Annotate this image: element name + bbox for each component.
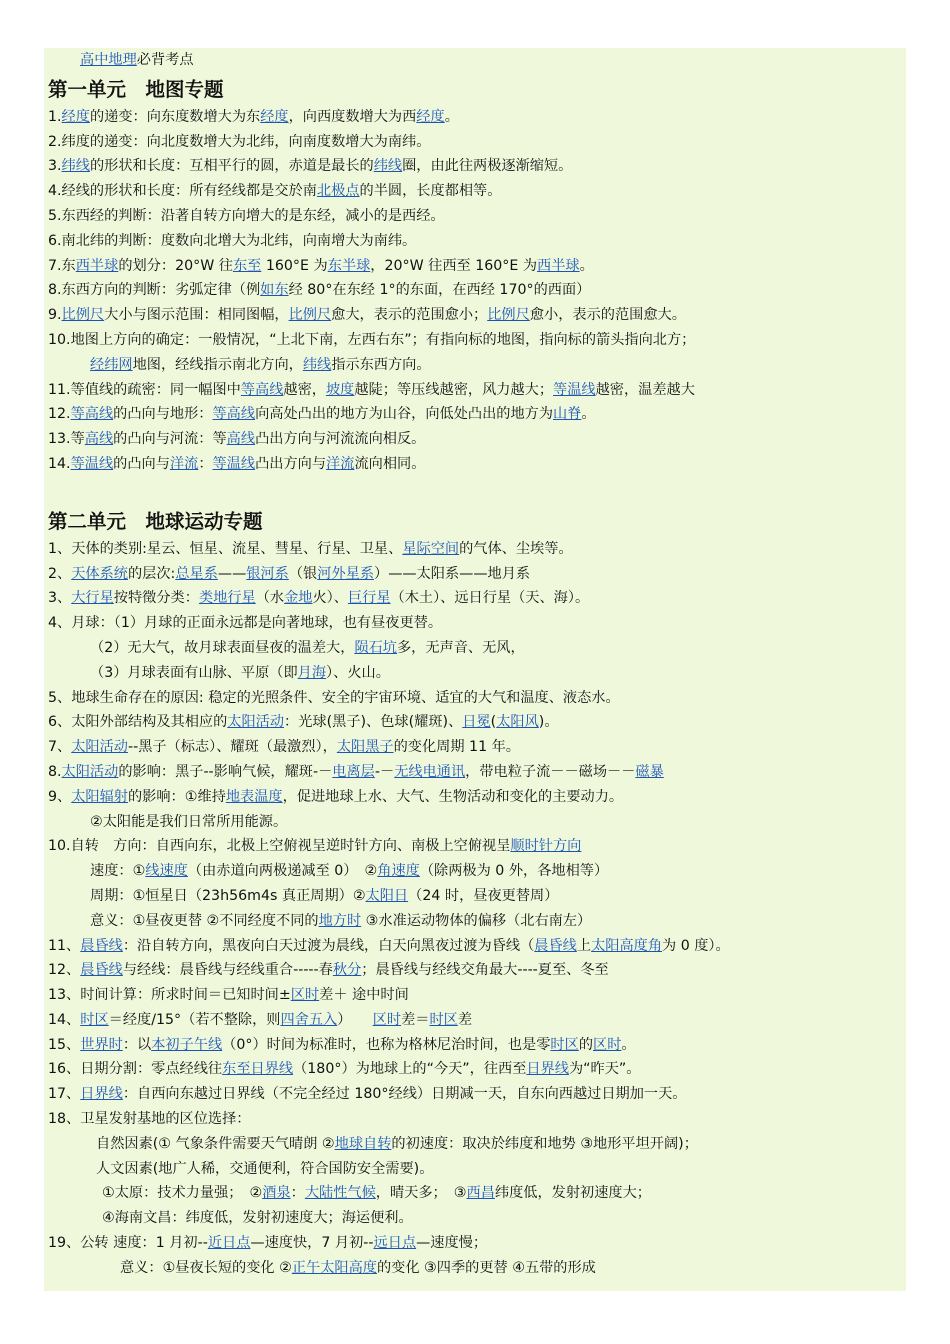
text-segment: 的变化周期 11 年。 <box>393 739 520 756</box>
text-line <box>48 537 902 562</box>
term-link[interactable]: 等高线 <box>212 406 256 423</box>
text-segment: 11.等值线的疏密：同一幅图中 <box>48 381 241 398</box>
text-segment: ( <box>490 714 497 731</box>
text-line <box>48 934 902 959</box>
text-segment: 上 <box>576 937 592 954</box>
text-segment: 10.自转 方向：自西向东，北极上空俯视呈逆时针方向、南极上空俯视呈 <box>48 838 511 855</box>
term-link[interactable]: 经纬网 <box>90 356 133 373</box>
text-line <box>48 328 902 353</box>
text-line <box>48 909 902 934</box>
text-line <box>48 760 902 785</box>
text-segment: 愈大，表示的范围愈小； <box>331 307 488 324</box>
term-link[interactable]: 太阳活动 <box>227 714 285 731</box>
text-segment: 15、 <box>48 1036 81 1053</box>
term-link[interactable]: 类地行星 <box>198 590 256 607</box>
term-link[interactable]: 区时 <box>593 1036 622 1053</box>
term-link[interactable]: 洋流 <box>169 455 199 472</box>
text-segment: ：自西向东越过日界线（不完全经过 180°经线）日期减一天，自东向西越过日期加一天。 <box>122 1086 687 1103</box>
term-link[interactable]: 太阳风 <box>496 714 539 731</box>
text-line <box>48 303 902 328</box>
term-link[interactable]: 洋流 <box>326 455 355 472</box>
text-segment: —速度慢； <box>416 1235 488 1252</box>
text-segment: ： <box>290 1185 305 1202</box>
text-segment: ，带电粒子流－－磁场－－ <box>465 763 636 780</box>
text-line <box>48 661 902 686</box>
text-segment: 7.东 <box>48 257 76 274</box>
text-segment: 。 <box>621 1036 636 1053</box>
text-line <box>48 254 902 279</box>
term-link[interactable]: 时区 <box>429 1011 458 1028</box>
text-segment: 差＝ <box>401 1011 430 1028</box>
text-segment: 圈，由此往两极逐渐缩短。 <box>402 158 573 175</box>
text-segment: 速度：① <box>90 863 146 880</box>
term-link[interactable]: 陨石坑 <box>354 639 397 656</box>
text-segment: 的凸向与河流：等 <box>113 431 227 448</box>
text-segment: （3）月球表面有山脉、平原（即 <box>90 664 298 681</box>
text-line <box>48 179 902 204</box>
text-segment: 10.地图上方向的确定：一般情况，“上北下南，左西右东”；有指向标的地图，指向标的箭头指向北方； <box>48 331 696 348</box>
text-segment: 纬度低，发射初速度大； <box>494 1185 651 1202</box>
term-link[interactable]: 东至日界线 <box>222 1061 294 1078</box>
text-line <box>48 427 902 452</box>
term-link[interactable]: 经度 <box>416 108 445 125</box>
text-segment: 5.东西经的判断：沿著自转方向增大的是东经，减小的是西经。 <box>48 207 445 224</box>
text-segment: （2）无大气，故月球表面昼夜的温差大， <box>90 639 355 656</box>
term-link[interactable]: 银河系 <box>246 565 289 582</box>
text-segment: 愈小，表示的范围愈大。 <box>529 307 686 324</box>
text-segment: 的凸向与 <box>113 455 170 472</box>
term-link[interactable]: 太阳日 <box>365 887 409 904</box>
text-segment: 11、 <box>48 937 81 954</box>
text-segment: 多，无声音、无风， <box>396 639 525 656</box>
term-link[interactable]: 电离层 <box>332 763 375 780</box>
term-link[interactable]: 日界线 <box>526 1061 569 1078</box>
text-segment: 流向相同。 <box>354 455 426 472</box>
text-segment: 人文因素(地广人稀，交通便利，符合国防安全需要)。 <box>96 1160 434 1177</box>
text-segment: ，晴天多； ③ <box>375 1185 467 1202</box>
text-line <box>48 353 902 378</box>
term-link[interactable]: 比例尺 <box>487 307 530 324</box>
text-segment: ①太原：技术力量强； ② <box>102 1185 263 1202</box>
text-segment: （除两极为 0 外，各地相等） <box>419 863 609 880</box>
term-link[interactable]: 太阳活动 <box>61 763 119 780</box>
text-segment: 6.南北纬的判断：度数向北增大为北纬，向南增大为南纬。 <box>48 232 417 249</box>
text-line <box>48 402 902 427</box>
term-link[interactable]: 晨昏线 <box>80 937 123 954</box>
term-link[interactable]: 四舍五入 <box>280 1011 338 1028</box>
text-segment: )。 <box>538 714 559 731</box>
text-segment: 2.纬度的递变：向北度数增大为北纬，向南度数增大为南纬。 <box>48 133 431 150</box>
text-segment: ）——太阳系——地月系 <box>374 565 531 582</box>
text-segment: —速度快，7 月初-- <box>250 1235 374 1252</box>
text-segment: 7、 <box>48 739 72 756</box>
text-segment: （24 时，昼夜更替周） <box>408 887 559 904</box>
text-segment: ：光球(黑子)、色球(耀斑)、 <box>284 714 463 731</box>
text-segment: ：沿自转方向，黑夜向白天过渡为晨线，白天向黑夜过渡为昏线（ <box>122 937 535 954</box>
text-segment: 9、 <box>48 788 72 805</box>
document-page <box>44 48 906 1291</box>
text-line <box>48 48 902 73</box>
text-segment: ，向西度数增大为西 <box>288 108 417 125</box>
term-link[interactable]: 正午太阳高度 <box>291 1259 377 1276</box>
text-line <box>48 1256 902 1281</box>
term-link[interactable]: 北极点 <box>316 183 360 200</box>
term-link[interactable]: 大陆性气候 <box>304 1185 376 1202</box>
text-line <box>48 452 902 477</box>
term-link[interactable]: 近日点 <box>207 1235 251 1252</box>
text-line <box>48 1008 902 1033</box>
term-link[interactable]: 日界线 <box>80 1086 123 1103</box>
text-segment: 的形状和长度：互相平行的圆，赤道是最长的 <box>89 158 374 175</box>
text-line <box>48 1082 902 1107</box>
term-link[interactable]: 河外星系 <box>317 565 375 582</box>
text-line <box>48 378 902 403</box>
text-segment: ；晨昏线与经线交角最大----夏至、冬至 <box>361 962 609 979</box>
text-segment: 越密，温差越大 <box>595 381 695 398</box>
text-segment: 为“昨天”。 <box>568 1061 641 1078</box>
text-segment: 凸出方向与 <box>255 455 327 472</box>
text-segment: 3、 <box>48 590 72 607</box>
term-link[interactable]: 经度 <box>260 108 289 125</box>
term-link[interactable]: 顺时针方向 <box>510 838 582 855</box>
text-segment: ） <box>337 1011 373 1028</box>
text-line <box>48 884 902 909</box>
text-line <box>48 1107 902 1132</box>
term-link[interactable]: 太阳高度角 <box>591 937 663 954</box>
term-link[interactable]: 如东 <box>260 282 289 299</box>
text-segment: 必背考点 <box>136 52 194 68</box>
text-segment: 。 <box>444 108 459 125</box>
term-link[interactable]: 时区 <box>550 1036 579 1053</box>
text-line <box>48 1057 902 1082</box>
text-line <box>48 105 902 130</box>
text-segment: 火）、 <box>312 590 348 607</box>
term-link[interactable]: 地方时 <box>318 912 362 929</box>
term-link[interactable]: 比例尺 <box>288 307 332 324</box>
text-line <box>48 785 902 810</box>
text-line <box>48 686 902 711</box>
term-link[interactable]: 坡度 <box>325 381 355 398</box>
text-segment: （由赤道向两极递减至 0） ② <box>187 863 378 880</box>
term-link[interactable]: 高中地理 <box>80 52 137 68</box>
term-link[interactable]: 太阳黑子 <box>336 739 394 756</box>
text-segment: 的半圆，长度都相等。 <box>359 183 502 200</box>
term-link[interactable]: 大行星 <box>71 590 114 607</box>
text-segment: 19、公转 速度：1 月初-- <box>48 1235 208 1252</box>
text-segment: 5、地球生命存在的原因: 稳定的光照条件、安全的宇宙环境、适宜的大气和温度、液态水。 <box>48 689 620 706</box>
text-segment: 的层次: <box>127 565 176 582</box>
term-link[interactable]: 总星系 <box>175 565 218 582</box>
text-segment: 的递变：向东度数增大为东 <box>89 108 261 125</box>
text-segment: 的影响：①维持 <box>127 788 226 805</box>
text-line <box>48 586 902 611</box>
text-segment: 指示东西方向。 <box>331 356 431 373</box>
text-segment: （银 <box>288 565 318 582</box>
text-line <box>48 204 902 229</box>
term-link[interactable]: 高线 <box>84 431 114 448</box>
term-link[interactable]: 金地 <box>284 590 313 607</box>
term-link[interactable]: 磁暴 <box>635 763 664 780</box>
text-line <box>48 229 902 254</box>
text-segment: 。 <box>581 406 596 423</box>
text-segment: 的凸向与地形： <box>113 406 213 423</box>
term-link[interactable]: 月海 <box>297 664 327 681</box>
term-link[interactable]: 酒泉 <box>262 1185 291 1202</box>
term-link[interactable]: 区时 <box>290 987 320 1004</box>
text-segment: 1. <box>48 108 62 125</box>
text-segment: ，20°W 往西至 160°E 为 <box>370 257 538 274</box>
section-heading <box>48 75 902 105</box>
term-link[interactable]: 东半球 <box>327 257 371 274</box>
term-link[interactable]: 比例尺 <box>61 307 105 324</box>
text-segment: ③水准运动物体的偏移（北右南左） <box>361 912 592 929</box>
term-link[interactable]: 远日点 <box>373 1235 417 1252</box>
term-link[interactable]: 西半球 <box>75 257 119 274</box>
text-segment: 向高处凸出的地方为山谷，向低处凸出的地方为 <box>255 406 554 423</box>
term-link[interactable]: 经度 <box>61 108 90 125</box>
text-line <box>48 611 902 636</box>
text-segment: 第二单元 地球运动专题 <box>48 509 263 533</box>
text-line <box>48 562 902 587</box>
term-link[interactable]: 等温线 <box>212 455 256 472</box>
text-segment: 14、 <box>48 1011 81 1028</box>
term-link[interactable]: 山脊 <box>553 406 582 423</box>
text-segment: 12、 <box>48 962 81 979</box>
text-segment: （木土）、远日行星（天、海）。 <box>390 590 590 607</box>
term-link[interactable]: 秋分 <box>332 962 362 979</box>
text-segment: （水 <box>255 590 285 607</box>
text-segment: 12. <box>48 406 71 423</box>
text-line <box>48 1231 902 1256</box>
term-link[interactable]: 时区 <box>80 1011 109 1028</box>
term-link[interactable]: 西昌 <box>466 1185 495 1202</box>
term-link[interactable]: 太阳辐射 <box>71 788 128 805</box>
term-link[interactable]: 等温线 <box>70 455 114 472</box>
text-segment: 地图，经线指示南北方向， <box>132 356 303 373</box>
document-body <box>44 48 906 1281</box>
text-segment: 的初速度：取决於纬度和地势 ③地形平坦开阔)； <box>391 1135 698 1152</box>
text-line <box>48 958 902 983</box>
term-link[interactable]: 区时 <box>372 1011 402 1028</box>
text-segment: 。 <box>579 257 594 274</box>
text-segment: （180°）为地球上的“今天”，往西至 <box>293 1061 527 1078</box>
term-link[interactable]: 无线电通讯 <box>394 763 466 780</box>
text-segment: 1、天体的类别:星云、恒星、流星、彗星、行星、卫星、 <box>48 540 403 557</box>
text-segment: 第一单元 地图专题 <box>48 77 224 101</box>
text-segment: 凸出方向与河流流向相反。 <box>255 431 426 448</box>
text-segment: ：以 <box>122 1036 152 1053</box>
text-segment: 14. <box>48 455 71 472</box>
text-segment: 13.等 <box>48 431 85 448</box>
text-segment: 自然因素(① 气象条件需要天气晴朗 ② <box>96 1135 335 1152</box>
term-link[interactable]: 角速度 <box>377 863 420 880</box>
text-segment: 16、日期分割：零点经线往 <box>48 1061 223 1078</box>
text-line <box>48 278 902 303</box>
text-segment: 越陡；等压线越密，风力越大； <box>354 381 554 398</box>
text-segment: 3. <box>48 158 62 175</box>
term-link[interactable]: 等高线 <box>240 381 284 398</box>
text-segment: 越密， <box>283 381 326 398</box>
section-heading <box>48 507 902 537</box>
text-line <box>48 1033 902 1058</box>
text-line <box>48 1206 902 1231</box>
text-line <box>48 983 902 1008</box>
text-segment: 4.经线的形状和长度：所有经线都是交於南 <box>48 183 317 200</box>
term-link[interactable]: 纬线 <box>373 158 403 175</box>
text-segment: --黑子（标志）、耀斑（最激烈）， <box>127 739 337 756</box>
text-line <box>48 834 902 859</box>
text-segment: 意义：①昼夜长短的变化 ② <box>120 1259 292 1276</box>
term-link[interactable]: 纬线 <box>61 158 90 175</box>
text-segment: 13、时间计算：所求时间＝已知时间± <box>48 987 291 1004</box>
term-link[interactable]: 地球自转 <box>334 1135 392 1152</box>
term-link[interactable]: 天体系统 <box>71 565 128 582</box>
text-segment: 160°E 为 <box>261 257 328 274</box>
text-segment: ，促进地球上水、大气、生物活动和变化的主要动力。 <box>282 788 624 805</box>
term-link[interactable]: 线速度 <box>145 863 188 880</box>
term-link[interactable]: 太阳活动 <box>71 739 128 756</box>
text-segment: 周期：①恒星日（23h56m4s 真正周期）② <box>90 887 366 904</box>
text-segment: 8. <box>48 763 62 780</box>
term-link[interactable]: 星际空间 <box>402 540 460 557</box>
text-segment: 的变化 ③四季的更替 ④五带的形成 <box>376 1259 596 1276</box>
term-link[interactable]: 世界时 <box>80 1036 123 1053</box>
term-link[interactable]: 高线 <box>226 431 256 448</box>
term-link[interactable]: 东至 <box>232 257 262 274</box>
text-segment: -－ <box>374 763 395 780</box>
term-link[interactable]: 地表温度 <box>225 788 283 805</box>
term-link[interactable]: 等温线 <box>553 381 596 398</box>
term-link[interactable]: 纬线 <box>302 356 332 373</box>
text-line <box>48 636 902 661</box>
term-link[interactable]: 西半球 <box>537 257 580 274</box>
text-segment: 差 <box>457 1011 473 1028</box>
text-segment: ）、火山。 <box>326 664 390 681</box>
text-segment: —— <box>217 565 247 582</box>
text-segment: 4、月球：（1）月球的正面永远都是向著地球，也有昼夜更替。 <box>48 615 443 632</box>
text-line <box>48 1157 902 1182</box>
text-line <box>48 735 902 760</box>
text-segment: 意义：①昼夜更替 ②不同经度不同的 <box>90 912 319 929</box>
text-segment: 的气体、尘埃等。 <box>459 540 573 557</box>
text-line <box>48 810 902 835</box>
text-line <box>48 859 902 884</box>
text-segment: 为 0 度）。 <box>662 937 730 954</box>
term-link[interactable]: 本初子午线 <box>151 1036 223 1053</box>
text-segment: 9. <box>48 307 62 324</box>
text-segment: 6、太阳外部结构及其相应的 <box>48 714 228 731</box>
text-segment: （0°）时间为标准时，也称为格林尼治时间，也是零 <box>222 1036 551 1053</box>
text-line <box>48 710 902 735</box>
text-segment: 的划分：20°W 往 <box>118 257 233 274</box>
section-spacer <box>48 477 902 505</box>
text-segment: 差＋ 途中时间 <box>319 987 409 1004</box>
text-segment: 17、 <box>48 1086 81 1103</box>
text-segment: 大小与图示范围：相同图幅， <box>104 307 289 324</box>
text-line <box>48 1132 902 1157</box>
term-link[interactable]: 巨行星 <box>347 590 391 607</box>
term-link[interactable]: 日冕 <box>462 714 491 731</box>
text-segment: ④海南文昌：纬度低，发射初速度大；海运便利。 <box>102 1210 413 1227</box>
term-link[interactable]: 晨昏线 <box>534 937 577 954</box>
text-line <box>48 130 902 155</box>
text-segment: ： <box>198 455 213 472</box>
text-segment: 的 <box>578 1036 594 1053</box>
text-segment: 8.东西方向的判断：劣弧定律（例 <box>48 282 261 299</box>
text-line <box>48 1181 902 1206</box>
text-segment: 与经线：晨昏线与经线重合-----春 <box>122 962 333 979</box>
text-segment: ＝经度/15°（若不整除，则 <box>108 1011 281 1028</box>
text-segment: 2、 <box>48 565 72 582</box>
text-line <box>48 154 902 179</box>
text-segment: 的影响：黑子--影响气候，耀斑-－ <box>118 763 333 780</box>
term-link[interactable]: 晨昏线 <box>80 962 123 979</box>
text-segment: ②太阳能是我们日常所用能源。 <box>90 813 288 830</box>
text-segment: 18、卫星发射基地的区位选择： <box>48 1111 251 1128</box>
text-segment: 经 80°在东经 1°的东面，在西经 170°的西面） <box>288 282 591 299</box>
text-segment: 按特徵分类： <box>113 590 199 607</box>
term-link[interactable]: 等高线 <box>70 406 114 423</box>
